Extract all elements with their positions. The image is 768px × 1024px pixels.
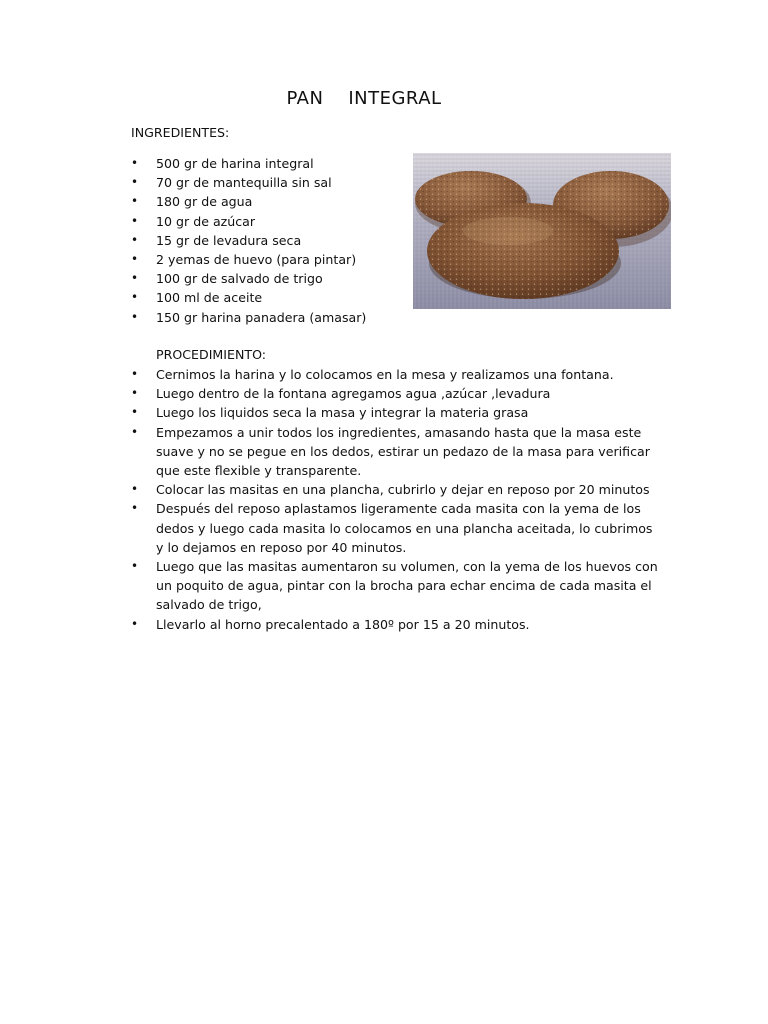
ingredient-text: 70 gr de mantequilla sin sal xyxy=(156,175,332,191)
list-item xyxy=(131,212,366,231)
list-item xyxy=(131,231,366,250)
procedure-step-text: Luego los liquidos seca la masa y integrar la materia grasa xyxy=(156,405,529,421)
list-item xyxy=(131,384,661,403)
bullet-icon: • xyxy=(131,559,139,574)
list-item xyxy=(131,365,661,384)
procedure-step-text: Empezamos a unir todos los ingredientes, amasando hasta que la masa este suave y no se pegue en los dedos, estirar un pedazo de la masa para verificar que este flexible y transparente. xyxy=(156,424,650,479)
bullet-icon: • xyxy=(131,367,139,381)
procedure-step-text: Después del reposo aplastamos ligeramente cada masita con la yema de los dedos y luego cada masita lo colocamos en una plancha aceitada, lo cubrimos y lo dejamos en reposo por 40 minutos. xyxy=(156,501,653,555)
bullet-icon: • xyxy=(131,156,139,170)
ingredient-text: 150 gr harina panadera (amasar) xyxy=(156,309,367,325)
list-item xyxy=(131,615,661,634)
list-item xyxy=(131,557,661,615)
procedure-step-text: Luego que las masitas aumentaron su volumen, con la yema de los huevos con un poquito de agua, pintar con la brocha para echar encima de cada masita el salvado de trigo, xyxy=(156,559,658,613)
bullet-icon: • xyxy=(131,194,139,209)
list-item xyxy=(131,154,366,173)
ingredients-heading: INGREDIENTES: xyxy=(131,125,230,140)
bullet-icon: • xyxy=(131,424,139,439)
list-item xyxy=(131,288,366,307)
bullet-icon: • xyxy=(131,386,139,401)
procedure-step-text: Llevarlo al horno precalentado a 180º por 15 a 20 minutos. xyxy=(156,616,530,632)
bullet-icon: • xyxy=(131,616,139,631)
ingredients-list xyxy=(131,154,366,327)
list-item xyxy=(131,308,366,327)
procedure-step-text: Cernimos la harina y lo colocamos en la mesa y realizamos una fontana. xyxy=(156,367,614,382)
ingredient-text: 180 gr de agua xyxy=(156,194,253,210)
bullet-icon: • xyxy=(131,405,139,420)
bullet-icon: • xyxy=(131,501,139,516)
page-title: PAN INTEGRAL xyxy=(286,88,442,109)
list-item xyxy=(131,423,661,481)
procedure-step-text: Colocar las masitas en una plancha, cubrirlo y dejar en reposo por 20 minutos xyxy=(156,482,650,498)
list-item xyxy=(131,480,661,499)
ingredient-text: 100 ml de aceite xyxy=(156,290,263,306)
ingredient-text: 15 gr de levadura seca xyxy=(156,232,302,248)
bullet-icon: • xyxy=(131,232,139,247)
bullet-icon: • xyxy=(131,213,139,228)
bullet-icon: • xyxy=(131,309,139,324)
ingredient-text: 2 yemas de huevo (para pintar) xyxy=(156,252,357,268)
list-item xyxy=(131,192,366,211)
list-item xyxy=(131,269,366,288)
ingredient-text: 500 gr de harina integral xyxy=(156,156,314,171)
list-item xyxy=(131,499,661,557)
list-item xyxy=(131,403,661,422)
bread-photo xyxy=(413,153,671,309)
procedure-heading: PROCEDIMIENTO: xyxy=(156,347,267,362)
bullet-icon: • xyxy=(131,175,139,190)
procedure-step-text: Luego dentro de la fontana agregamos agua ,azúcar ,levadura xyxy=(156,386,551,402)
list-item xyxy=(131,250,366,269)
ingredient-text: 100 gr de salvado de trigo xyxy=(156,271,323,287)
bullet-icon: • xyxy=(131,290,139,305)
list-item xyxy=(131,173,366,192)
ingredient-text: 10 gr de azúcar xyxy=(156,213,256,229)
bullet-icon: • xyxy=(131,271,139,286)
procedure-list xyxy=(131,365,661,634)
bullet-icon: • xyxy=(131,482,139,497)
bullet-icon: • xyxy=(131,252,139,267)
